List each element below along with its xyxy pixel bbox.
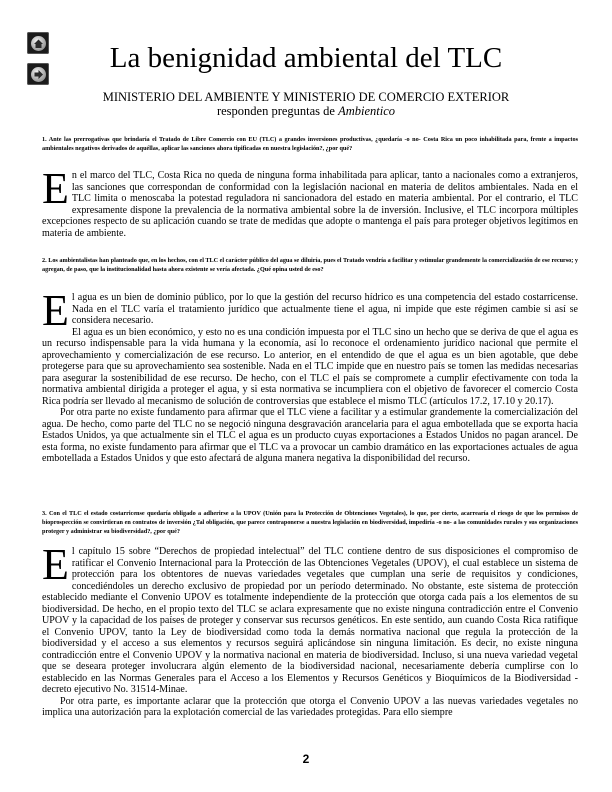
page-number: 2 xyxy=(302,752,310,766)
authors-line: MINISTERIO DEL AMBIENTE Y MINISTERIO DE COMERCIO EXTERIOR xyxy=(102,90,510,104)
question-1: 1. Ante las prerrogativas que brindaría el Tratado de Libre Comercio con EU (TLC) a grandes inversiones productivas, ¿quedaría -o no- Costa Rica un poco inhabilitada para, frente a impactos ambientales negativos derivados de aquéllas, aplicar las sanciones ahora tipificadas en nuestra legislación?, ¿por qué? xyxy=(42,136,578,153)
source-name: Ambientico xyxy=(338,104,396,118)
drop-cap: E xyxy=(42,286,69,335)
answer-3: El capítulo 15 sobre “Derechos de propiedad intelectual” del TLC contiene dentro de sus disposiciones el compromiso de ratificar el Convenio Internacional para la Protección de las Obtenciones Vegetales (UPOV), el cual establece un sistema de protección para los obtentores de nuevas variedades vegetales que cumplan una serie de requisitos y condiciones, concediéndoles un derecho exclusivo de propiedad por un período determinado. No obstante, este sistema de protección establecido mediante el Convenio UPOV es totalmente independiente de la protección que otorga cada país a los elementos de su biodiversidad. De hecho, en el propio texto del TLC se aclara expresamente que no existe ninguna contradicción entre el Convenio UPOV y la capacidad de los países de proteger y conservar sus recursos genéticos. En este sentido, aun cuando Costa Rica ratifique el Convenio UPOV, tanto la Ley de biodiversidad como toda la demás normativa nacional que regula la protección de la biodiversidad y el acceso a sus elementos y recursos seguirá aplicándose sin ninguna limitación. Es decir, no existe ninguna contradicción entre el Convenio UPOV y la normativa nacional en materia de biodiversidad. Incluso, si una nueva variedad vegetal que se deseara proteger involucrara algún elemento de la biodiversidad nacional, necesariamente debería cumplirse con lo establecido en las Normas Generales para el Acceso a los Elementos y Recursos Genéticos y Bioquímicos de la Biodiversidad -decreto ejecutivo No. 31514-Minae. Por otra parte, es importante aclarar que la protección que otorga el Convenio UPOV a las nuevas variedades vegetales no implica una autorización para la explotación comercial de las variedades protegidas. Para ello siempre xyxy=(42,540,578,718)
question-3: 3. Con el TLC el estado costarricense quedaría obligado a adherirse a la UPOV (Unión para la Protección de Obtenciones Vegetales), lo que, por cierto, acarrearía el riesgo de que los permisos de bioprospección se convirtieran en contratos de inversión ¿Tal obligación, que parece contraponerse a nuestra legislación en biodiversidad, impediría -o no- a las comunidades rurales y sus organizaciones proteger y administrar su biodiversidad?, ¿por qué? xyxy=(42,510,578,536)
question-2: 2. Los ambientalistas han planteado que, en los hechos, con el TLC el carácter público del agua se diluiría, pues el Tratado vendría a facilitar y estimular grandemente la comercialización de ese recurso; y agregan, de paso, que la institucionalidad hasta ahora existente se vería afectada. ¿Qué opina usted de eso? xyxy=(42,257,578,274)
drop-cap: E xyxy=(42,164,69,213)
page-title: La benignidad ambiental del TLC xyxy=(109,42,503,74)
source-line: responden preguntas de Ambientico xyxy=(216,104,396,118)
answer-2: El agua es un bien de dominio público, por lo que la gestión del recurso hídrico es una competencia del estado costarricense. Nada en el TLC varía el tratamiento jurídico que actualmente tiene el agua, ni impide que este régimen cambie si así se considera necesario. El agua es un bien económico, y esto no es una condición impuesta por el TLC sino un hecho que se deriva de que el agua es un recurso indispensable para la vida humana y la economía, así lo reconoce el ordenamiento jurídico nacional que permite el aprovechamiento y comercialización de ese recurso. Lo anterior, en el entendido de que el agua es un bien agotable, que debe protegerse para que su aprovechamiento sea sostenible. Nada en el TLC impide que en nuestro país se tomen las medidas necesarias para asegurar la sostenibilidad de ese recurso. De hecho, con el TLC el país se compromete a cumplir efectivamente con toda la normativa ambiental dirigida a proteger el agua, y si esta normativa se incumpliera con el objetivo de favorecer el comercio Costa Rica podría ser llevado al mecanismo de solución de controversias que establece el mismo TLC (artículos 17.2, 17.10 y 20.17). Por otra parte no existe fundamento para afirmar que el TLC viene a facilitar y a estimular grandemente la comercialización del agua. De hecho, como parte del TLC no se negoció ninguna desgravación arancelaria para el agua embotellada que se exporta hacia Estados Unidos, ya que actualmente sin el TLC el agua es un producto cuyas exportaciones a Estados Unidos no pagan arancel. De esta forma, no existe fundamento para afirmar que el TLC va a provocar un cambio dramático en las exportaciones actuales de agua embotellada a Estados Unidos y que esto afectará de alguna manera negativa la disponibilidad del recurso. xyxy=(42,286,578,464)
drop-cap: E xyxy=(42,540,69,589)
answer-1: En el marco del TLC, Costa Rica no queda de ninguna forma inhabilitada para aplicar, tanto a nacionales como a extranjeros, las sanciones que correspondan de conformidad con la legislación nacional en materia de delitos ambientales. Nada en el TLC limita o menoscaba la potestad reguladora ni sancionadora del estado en materia ambiental. Por el contrario, el TLC expresamente dispone la prevalencia de la normativa ambiental sobre la de inversión. Inclusive, el TLC incorpora múltiples excepciones respecto de su aplicación cuando se trate de medidas que adopte o mantenga el país para proteger objetivos legítimos en materia de ambiente. xyxy=(42,164,578,239)
